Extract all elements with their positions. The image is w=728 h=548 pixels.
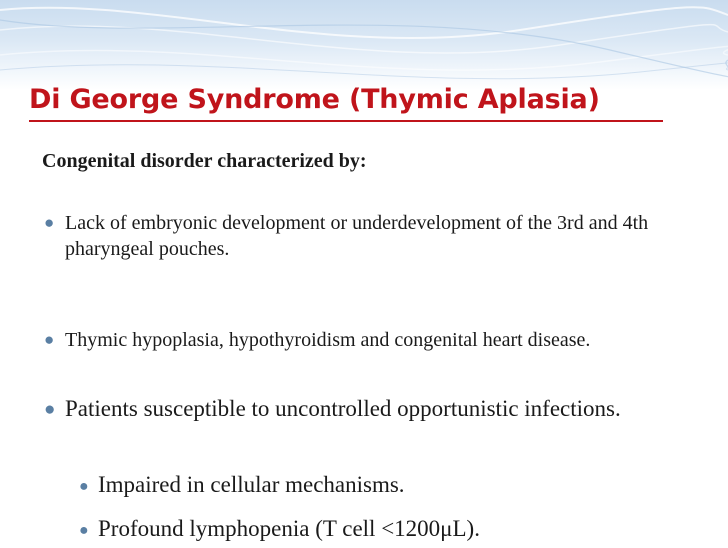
bullet-item <box>44 392 704 426</box>
bullet-item <box>44 210 684 262</box>
sub-bullet-item <box>79 512 699 546</box>
title-underline <box>29 120 663 122</box>
bullet-icon: ● <box>44 213 55 232</box>
bullet-text: Patients susceptible to uncontrolled opportunistic infections. <box>65 396 621 421</box>
sub-bullet-text: Profound lymphopenia (T cell <1200μL). <box>98 516 480 541</box>
bullet-item <box>44 327 684 353</box>
sub-bullet-text: Impaired in cellular mechanisms. <box>98 472 405 497</box>
sub-bullet-item <box>79 468 699 502</box>
wave-decoration <box>0 0 728 90</box>
bullet-icon: ● <box>44 330 55 349</box>
intro-text: Congenital disorder characterized by: <box>42 150 367 172</box>
bullet-icon: ● <box>44 399 56 420</box>
slide-title: Di George Syndrome (Thymic Aplasia) <box>29 84 600 115</box>
bullet-text: Thymic hypoplasia, hypothyroidism and congenital heart disease. <box>65 329 591 351</box>
bullet-icon: ● <box>79 478 89 495</box>
bullet-text: Lack of embryonic development or underdevelopment of the 3rd and 4th pharyngeal pouches. <box>65 212 649 260</box>
header-banner <box>0 0 728 90</box>
bullet-icon: ● <box>79 522 89 539</box>
